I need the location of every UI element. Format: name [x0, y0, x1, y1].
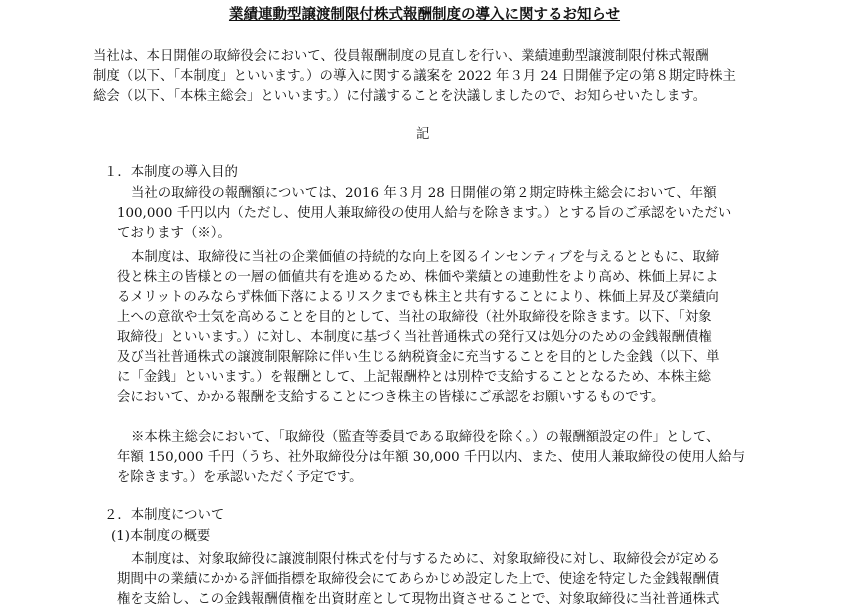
section-1-para2-line-6: 及び当社普通株式の譲渡制限解除に伴い生じる納税資金に充当することを目的とした金銭（以下、単 [117, 350, 720, 365]
section-2-para1-line-3: 権を支給し、この金銭報酬債権を出資財産として現物出資させることで、対象取締役に当社普通株式 [117, 592, 720, 607]
section-1-note-line-1: ※本株主総会において、「取締役（監査等委員である取締役を除く。）の報酬額設定の件」として、 [131, 430, 720, 445]
section-2-para1-line-2: 期間中の業績にかかる評価指標を取締役会にてあらかじめ設定した上で、使途を特定した金銭報酬債 [117, 572, 720, 587]
section-1-para1-line-2: 100,000 千円以内（ただし、使用人兼取締役の使用人給与を除きます。）とする旨のご承認をいただい [117, 206, 732, 221]
section-1-para2-line-2: 役と株主の皆様との一層の価値共有を進めるため、株価や業績との連動性をより高め、株価上昇によ [117, 270, 719, 285]
section-1-note-line-2: 年額 150,000 千円（うち、社外取締役分は年額 30,000 千円以内、また、使用人兼取締役の使用人給与 [117, 450, 746, 465]
ki-marker: 記 [416, 127, 430, 142]
section-1-para2-line-8: 会において、かかる報酬を支給することにつき株主の皆様にご承認をお願いするものです。 [117, 390, 665, 405]
section-1-para2-line-5: 取締役」といいます。）に対し、本制度に基づく当社普通株式の発行又は処分のための金銭報酬債権 [117, 330, 712, 345]
section-1-heading: １．本制度の導入目的 [104, 165, 238, 180]
section-1-note-line-3: を除きます。）を承認いただく予定です。 [117, 470, 363, 485]
section-1-para2-line-3: るメリットのみならず株価下落によるリスクまでも株主と共有することにより、株価上昇及び業績向 [117, 290, 719, 305]
section-1-para1-line-3: ております（※）。 [117, 226, 231, 241]
section-1-para2-line-4: 上への意欲や士気を高めることを目的として、当社の取締役（社外取締役を除きます。以下、「対象 [117, 310, 712, 325]
intro-line-1: 当社は、本日開催の取締役会において、役員報酬制度の見直しを行い、業績連動型譲渡制限付株式報酬 [93, 49, 709, 64]
intro-line-2: 制度（以下、「本制度」といいます。）の導入に関する議案を 2022 年３月 24 日開催予定の第８期定時株主 [93, 69, 736, 84]
document-title: 業績連動型譲渡制限付株式報酬制度の導入に関するお知らせ [228, 6, 621, 23]
section-2-para1-line-1: 本制度は、対象取締役に譲渡制限付株式を付与するために、対象取締役に対し、取締役会が定める [131, 552, 721, 567]
section-2-heading: ２．本制度について [104, 508, 225, 523]
section-2-sub-heading: (1)本制度の概要 [111, 529, 211, 544]
section-1-para1-line-1: 当社の取締役の報酬額については、2016 年３月 28 日開催の第２期定時株主総会において、年額 [131, 186, 717, 201]
intro-line-3: 総会（以下、「本株主総会」といいます。）に付議することを決議しましたので、お知らせいたします。 [93, 89, 707, 104]
section-1-para2-line-7: に「金銭」といいます。）を報酬として、上記報酬枠とは別枠で支給することとなるため、本株主総 [117, 370, 711, 385]
section-1-para2-line-1: 本制度は、取締役に当社の企業価値の持続的な向上を図るインセンティブを与えるとともに、取締 [131, 250, 720, 265]
